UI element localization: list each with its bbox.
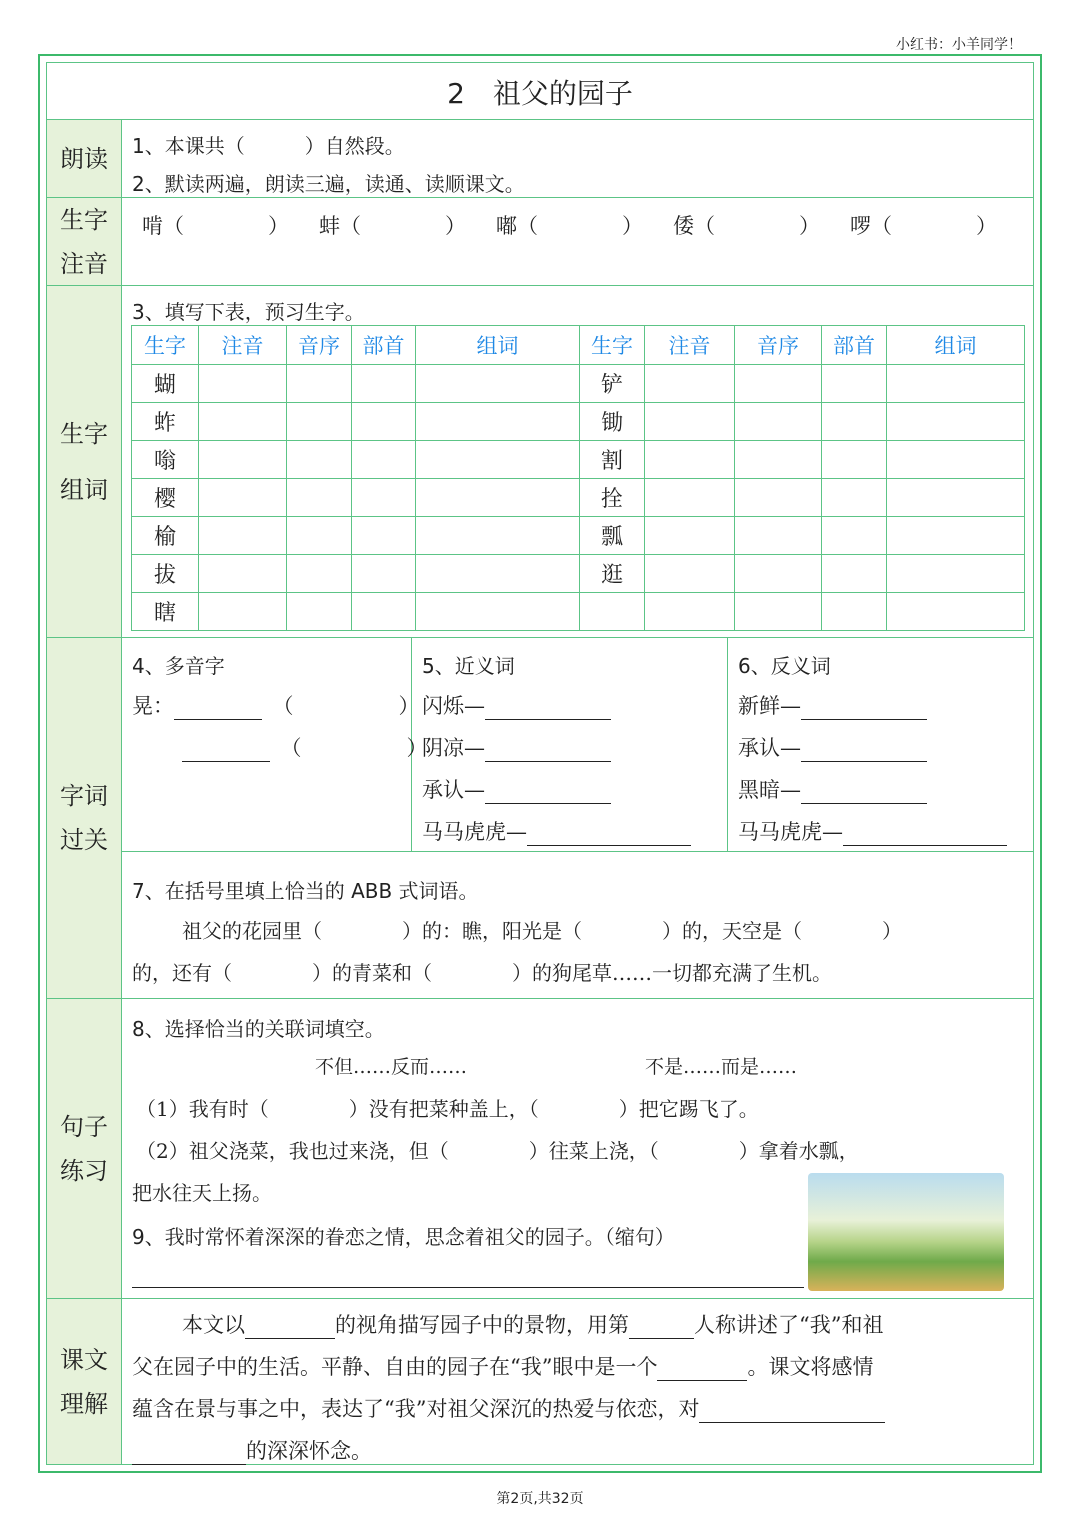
table-row — [132, 365, 1025, 403]
answer-cell[interactable] — [822, 365, 887, 403]
label-words: 生字 组词 — [47, 286, 121, 637]
answer-blank[interactable] — [629, 1316, 694, 1339]
answer-cell[interactable] — [735, 403, 822, 441]
char-cell: 锄 — [580, 403, 645, 441]
char-cell: 榆 — [132, 517, 199, 555]
answer-cell[interactable] — [416, 365, 580, 403]
answer-cell[interactable] — [887, 555, 1025, 593]
table-row — [132, 593, 1025, 631]
q1: 1、本课共（ ）自然段。 — [132, 134, 405, 158]
answer-line[interactable] — [132, 1265, 804, 1288]
answer-cell[interactable] — [199, 403, 287, 441]
answer-cell[interactable] — [352, 441, 416, 479]
option-1: 不但……反而…… — [315, 1056, 468, 1078]
answer-cell[interactable] — [887, 365, 1025, 403]
char-cell: 割 — [580, 441, 645, 479]
answer-cell[interactable] — [645, 403, 735, 441]
char-cell: 蝴 — [132, 365, 199, 403]
answer-cell[interactable] — [735, 593, 822, 631]
q2: 2、默读两遍，朗读三遍，读通、读顺课文。 — [132, 172, 525, 196]
table-row — [132, 441, 1025, 479]
answer-cell[interactable] — [416, 517, 580, 555]
pinyin-item[interactable]: 啃（ ） — [142, 214, 289, 238]
pinyin-row — [142, 210, 1027, 240]
answer-cell[interactable] — [735, 365, 822, 403]
answer-cell[interactable] — [287, 593, 352, 631]
sentence-3: 把水往天上扬。 — [132, 1181, 272, 1205]
char-cell: 拴 — [580, 479, 645, 517]
answer-cell[interactable] — [822, 479, 887, 517]
worksheet-page: 小红书：小羊同学！ 2 祖父的园子 朗读 生字 注音 生字 组词 字词 过关 句子 练习 课文 理解 1、本课共（ ）自然段。 2、默读两遍，朗读三遍，读通、读顺课文。 啃（ ） 蚌（ ） 嘟（ ） 倭（ ） 啰（ ） 3、填写下表，预习生字。 生字 注音 音序 部首 组词 生字 注音 音序 部首 组词 蝴 铲 蚱 锄 嗡 割 樱 拴 榆 瓢 拔 逛 瞎 4、多音字 晃： （ ） （ ） 5、近义词 闪烁— 阴凉— 承认— 马马虎虎— 6、反义词 新鲜— 承认— 黑暗— 马马虎虎— 7、在括号里填上恰当的 ABB 式词语。 祖父的花园里（ ）的：瞧，阳光是（ ）的，天空是（ ） 的，还有（ ）的青菜和（ ）的狗尾草……一切都充满了生机。 8、选择恰当的关联词填空。 不但……反而…… 不是……而是…… （1）我有时（ ）没有把菜种盖上，（ ）把它踢飞了。 （2）祖父浇菜，我也过来浇，但（ ）往菜上浇，（ ）拿着水瓢， 把水往天上扬。 9、我时常怀着深深的眷恋之情，思念着祖父的园子。（缩句） 本文以 的视角描写园子中的景物，用第 人称讲述了“我”和祖 父在园子中的生活。平静、自由的园子在“我”眼中是一个 。课文将感情 蕴含在景与事之中，表达了“我”对祖父深沉的热爱与依恋，对 的深深怀念。 第2页,共32页 — [0, 0, 1080, 1527]
column-header: 组词 — [887, 326, 1025, 365]
answer-cell[interactable] — [822, 517, 887, 555]
option-2: 不是……而是…… — [645, 1056, 798, 1078]
pinyin-item[interactable]: 啰（ ） — [850, 214, 997, 238]
answer-blank[interactable] — [485, 739, 611, 762]
answer-blank[interactable] — [843, 823, 1007, 846]
answer-blank[interactable] — [801, 739, 927, 762]
column-header: 音序 — [735, 326, 822, 365]
answer-cell[interactable] — [822, 441, 887, 479]
answer-cell[interactable] — [416, 441, 580, 479]
answer-cell[interactable] — [645, 593, 735, 631]
q6: 6、反义词 — [738, 654, 831, 678]
answer-cell[interactable] — [199, 555, 287, 593]
q9: 9、我时常怀着深深的眷恋之情，思念着祖父的园子。（缩句） — [132, 1225, 675, 1249]
answer-blank[interactable] — [527, 823, 691, 846]
answer-cell[interactable] — [352, 365, 416, 403]
char-cell: 瞎 — [132, 593, 199, 631]
answer-cell[interactable] — [352, 555, 416, 593]
answer-cell[interactable] — [822, 403, 887, 441]
char-cell: 拔 — [132, 555, 199, 593]
answer-cell[interactable] — [199, 441, 287, 479]
table-row — [132, 555, 1025, 593]
garden-illustration — [808, 1173, 1004, 1291]
answer-cell[interactable] — [735, 517, 822, 555]
watermark: 小红书：小羊同学！ — [896, 37, 1022, 53]
answer-blank[interactable] — [801, 697, 927, 720]
column-header: 音序 — [287, 326, 352, 365]
answer-cell[interactable] — [822, 593, 887, 631]
answer-cell[interactable] — [645, 555, 735, 593]
answer-cell[interactable] — [735, 441, 822, 479]
page-title: 2 祖父的园子 — [447, 77, 633, 110]
answer-cell[interactable] — [416, 479, 580, 517]
q7-line1: 祖父的花园里（ ）的：瞧，阳光是（ ）的，天空是（ ） — [182, 919, 902, 943]
table-row — [132, 403, 1025, 441]
column-header: 部首 — [822, 326, 887, 365]
pinyin-item[interactable]: 蚌（ ） — [319, 214, 466, 238]
sentence-2: （2）祖父浇菜，我也过来浇，但（ ）往菜上浇，（ ）拿着水瓢， — [136, 1139, 859, 1163]
table-row — [132, 479, 1025, 517]
char-cell: 嗡 — [132, 441, 199, 479]
column-header: 注音 — [199, 326, 287, 365]
answer-blank[interactable] — [485, 697, 611, 720]
answer-blank[interactable] — [132, 1442, 246, 1465]
answer-cell[interactable] — [199, 517, 287, 555]
q7-line2: 的，还有（ ）的青菜和（ ）的狗尾草……一切都充满了生机。 — [132, 961, 832, 985]
answer-cell[interactable] — [287, 517, 352, 555]
column-header: 组词 — [416, 326, 580, 365]
q3: 3、填写下表，预习生字。 — [132, 300, 365, 324]
table-row — [132, 517, 1025, 555]
answer-cell[interactable] — [287, 403, 352, 441]
answer-cell[interactable] — [199, 593, 287, 631]
label-vocab: 字词 过关 — [47, 638, 121, 998]
pinyin-item[interactable]: 倭（ ） — [673, 214, 820, 238]
answer-cell[interactable] — [822, 555, 887, 593]
answer-cell[interactable] — [416, 593, 580, 631]
answer-cell[interactable] — [287, 479, 352, 517]
table-header — [132, 326, 1025, 365]
answer-blank[interactable] — [485, 781, 611, 804]
answer-cell[interactable] — [887, 403, 1025, 441]
answer-cell[interactable] — [352, 517, 416, 555]
page-footer: 第2页,共32页 — [496, 1491, 584, 1507]
label-understand: 课文 理解 — [47, 1299, 121, 1464]
column-header: 生字 — [132, 326, 199, 365]
char-cell: 蚱 — [132, 403, 199, 441]
answer-blank[interactable] — [657, 1358, 747, 1381]
char-cell: 铲 — [580, 365, 645, 403]
answer-cell[interactable] — [645, 517, 735, 555]
answer-cell[interactable] — [199, 479, 287, 517]
answer-cell[interactable] — [416, 403, 580, 441]
char-cell: 逛 — [580, 555, 645, 593]
answer-cell[interactable] — [287, 441, 352, 479]
answer-blank[interactable] — [182, 739, 270, 762]
column-header: 部首 — [352, 326, 416, 365]
answer-cell[interactable] — [645, 441, 735, 479]
answer-cell[interactable] — [645, 365, 735, 403]
label-read: 朗读 — [47, 120, 121, 197]
answer-cell[interactable] — [352, 593, 416, 631]
answer-cell[interactable] — [416, 555, 580, 593]
answer-cell[interactable] — [887, 593, 1025, 631]
answer-cell[interactable] — [735, 479, 822, 517]
char-cell: 瓢 — [580, 517, 645, 555]
answer-cell[interactable] — [887, 441, 1025, 479]
answer-blank[interactable] — [245, 1316, 335, 1339]
char-cell: 樱 — [132, 479, 199, 517]
answer-cell[interactable] — [735, 555, 822, 593]
answer-cell[interactable] — [352, 403, 416, 441]
answer-cell[interactable] — [887, 479, 1025, 517]
char-cell — [580, 593, 645, 631]
answer-cell[interactable] — [287, 365, 352, 403]
answer-blank[interactable] — [699, 1400, 885, 1423]
answer-cell[interactable] — [352, 479, 416, 517]
q4: 4、多音字 — [132, 654, 225, 678]
q7: 7、在括号里填上恰当的 ABB 式词语。 — [132, 879, 479, 903]
answer-cell[interactable] — [645, 479, 735, 517]
answer-cell[interactable] — [199, 365, 287, 403]
pinyin-item[interactable]: 嘟（ ） — [496, 214, 643, 238]
answer-blank[interactable] — [801, 781, 927, 804]
char-table — [131, 325, 1025, 631]
q5: 5、近义词 — [422, 654, 515, 678]
answer-cell[interactable] — [887, 517, 1025, 555]
answer-blank[interactable] — [174, 697, 262, 720]
column-header: 生字 — [580, 326, 645, 365]
q8: 8、选择恰当的关联词填空。 — [132, 1017, 385, 1041]
column-header: 注音 — [645, 326, 735, 365]
sentence-1: （1）我有时（ ）没有把菜种盖上，（ ）把它踢飞了。 — [136, 1097, 759, 1121]
label-pinyin: 生字 注音 — [47, 198, 121, 285]
answer-cell[interactable] — [287, 555, 352, 593]
label-sentence: 句子 练习 — [47, 999, 121, 1298]
